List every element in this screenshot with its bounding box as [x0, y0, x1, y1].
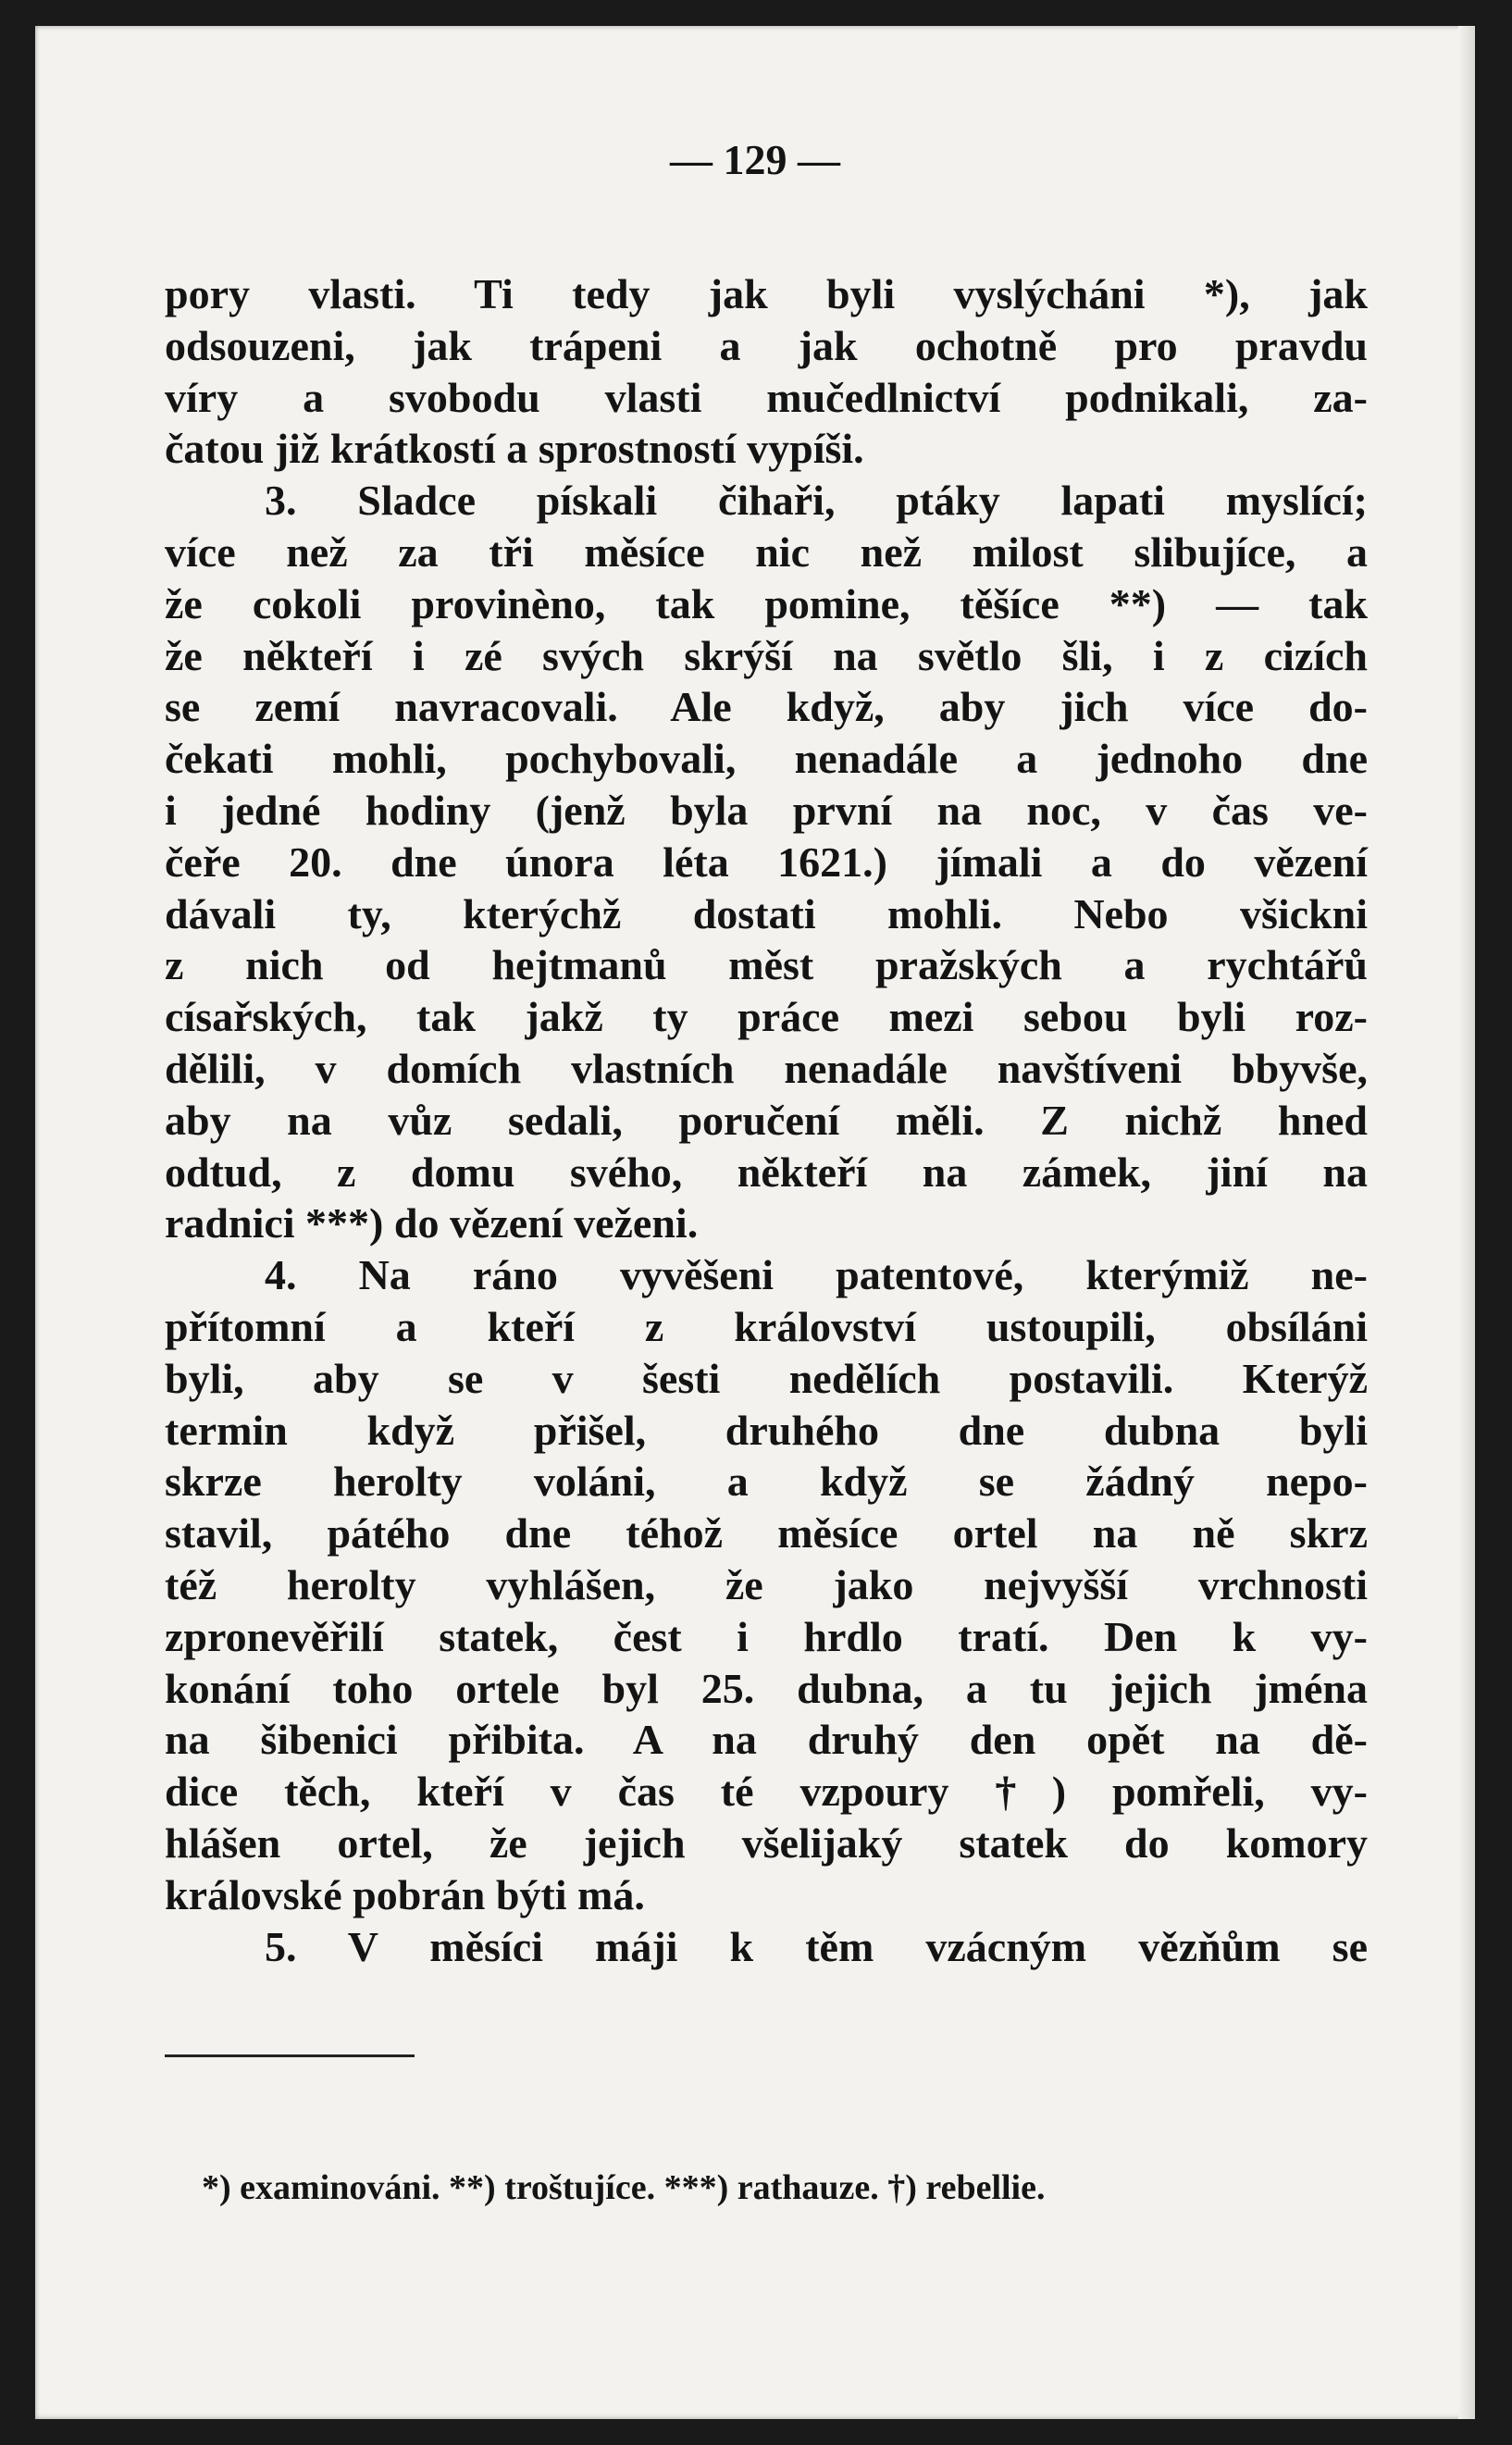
text-line: čatou již krátkostí a sprostností vypíši.: [165, 425, 864, 473]
text-line: 3. Sladce pískali čihaři, ptáky lapati myslící;: [265, 477, 1368, 525]
text-line: 5. V měsíci máji k těm vzácným vězňům se: [265, 1922, 1368, 1970]
text-line: 4. Na ráno vyvěšeni patentové, kterýmiž ne-: [265, 1251, 1368, 1299]
body-text: [165, 268, 1368, 1972]
text-line: z nich od hejtmanů měst pražských a rychtářů: [165, 941, 1368, 989]
text-line: dice těch, kteří v čas té vzpoury †) pomřeli, vy-: [165, 1768, 1368, 1816]
text-line: královské pobrán býti má.: [165, 1870, 645, 1918]
text-line: že cokoli provinèno, tak pomine, těšíce **) — tak: [165, 579, 1368, 627]
text-line: odsouzeni, jak trápeni a jak ochotně pro pravdu: [165, 321, 1368, 369]
page-number: — 129 —: [670, 136, 840, 183]
text-line: čeře 20. dne února léta 1621.) jímali a do vězení: [165, 838, 1368, 886]
text-line: termin když přišel, druhého dne dubna byli: [165, 1406, 1368, 1454]
book-page: [35, 26, 1475, 2419]
text-line: odtud, z domu svého, někteří na zámek, jiní na: [165, 1148, 1368, 1196]
text-line: přítomní a kteří z království ustoupili, obsíláni: [165, 1302, 1368, 1350]
text-line: konání toho ortele byl 25. dubna, a tu jejich jména: [165, 1664, 1368, 1712]
text-line: zpronevěřilí statek, čest i hrdlo tratí. Den k vy-: [165, 1612, 1368, 1660]
footnote-divider: [165, 2054, 415, 2057]
text-line: aby na vůz sedali, poručení měli. Z nichž hned: [165, 1096, 1368, 1144]
text-line: též herolty vyhlášen, že jako nejvyšší vrchnosti: [165, 1560, 1368, 1608]
text-line: hlášen ortel, že jejich všelijaký statek do komory: [165, 1818, 1368, 1867]
text-line: na šibenici přibita. A na druhý den opět na dě-: [165, 1716, 1368, 1764]
text-line: víry a svobodu vlasti mučedlnictví podnikali, za-: [165, 373, 1368, 421]
text-line: že někteří i zé svých skrýší na světlo šli, i z cizích: [165, 631, 1368, 679]
text-line: radnici ***) do vězení veženi.: [165, 1199, 699, 1247]
text-line: více než za tři měsíce nic než milost slibujíce, a: [165, 527, 1368, 576]
text-line: dávali ty, kterýchž dostati mohli. Nebo všickni: [165, 889, 1368, 937]
text-line: byli, aby se v šesti nedělích postavili. Kterýž: [165, 1354, 1368, 1402]
text-line: císařských, tak jakž ty práce mezi sebou byli roz-: [165, 993, 1368, 1041]
text-line: i jedné hodiny (jenž byla první na noc, v čas ve-: [165, 786, 1368, 834]
text-line: skrze herolty voláni, a když se žádný nepo-: [165, 1458, 1368, 1506]
text-line: čekati mohli, pochybovali, nenadále a jednoho dne: [165, 735, 1368, 783]
text-line: pory vlasti. Ti tedy jak byli vyslýcháni *), jak: [165, 270, 1368, 317]
text-line: se zemí navracovali. Ale když, aby jich více do-: [165, 683, 1368, 731]
text-line: dělili, v domích vlastních nenadále navštíveni bbyvše,: [165, 1044, 1368, 1092]
footnotes: *) examinováni. **) troštujíce. ***) rathauze. †) rebellie.: [202, 2168, 1046, 2207]
page-edge-shadow: [1458, 26, 1475, 2419]
text-line: stavil, pátého dne téhož měsíce ortel na ně skrz: [165, 1509, 1368, 1558]
